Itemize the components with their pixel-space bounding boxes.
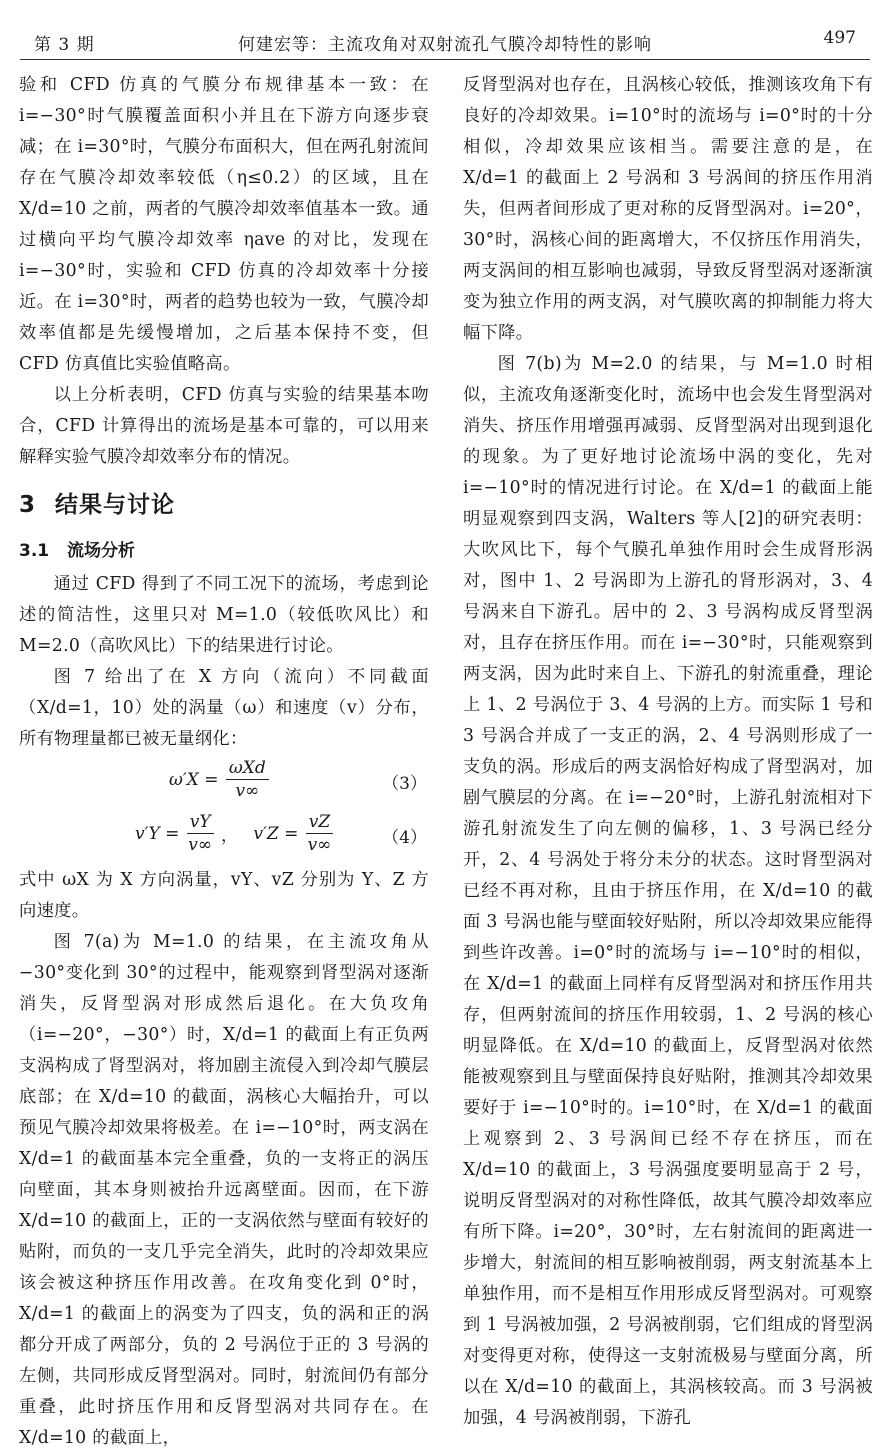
equation-number: （3） [382, 774, 427, 794]
running-title: 何建宏等：主流攻角对双射流孔气膜冷却特性的影响 [238, 35, 652, 55]
section-heading [19, 487, 429, 523]
subsection-heading [19, 535, 429, 567]
paragraph: 通过 CFD 得到了不同工况下的流场，考虑到论述的简洁性，这里只对 M=1.0（较低吹风比）和 M=2.0（高吹风比）下的结果进行讨论。 [19, 574, 429, 656]
page-number: 497 [823, 28, 856, 48]
equation-3 [19, 757, 429, 809]
denominator: v∞ [235, 781, 260, 801]
numerator: ωXd [226, 757, 269, 780]
paragraph: 反肾型涡对也存在，且涡核心较低，推测该攻角下有良好的冷却效果。i=10°时的流场与 i=0°时的十分相似，冷却效果应该相当。需要注意的是，在 X/d=1 的截面上 2 号涡和 3 号涡间的挤压作用消失，但两者间形成了更对称的反肾型涡对。i=20°，30°时，涡核心间的距离增大，不仅挤压作用消失，两支涡间的相互影响也减弱，导致反肾型涡对逐渐演变为独立作用的两支涡，对气膜吹离的抑制能力将大幅下降。 [463, 75, 873, 343]
header-rule [20, 59, 870, 60]
equation-lhs: ω′X = [169, 769, 219, 790]
equation-number: （4） [382, 828, 427, 848]
numerator: vY [187, 811, 214, 834]
fraction [306, 811, 333, 856]
issue-label: 第 3 期 [34, 35, 95, 55]
section-number: 3 [19, 492, 37, 518]
paragraph: 图 7(b)为 M=2.0 的结果，与 M=1.0 时相似，主流攻角逐渐变化时，流场中也会发生肾型涡对消失、挤压作用增强再减弱、反肾型涡对出现到退化的现象。为了更好地讨论流场中涡的变化，先对 i=−10°时的情况进行讨论。在 X/d=1 的截面上能明显观察到四支涡，Walters 等人[2]的研究表明：大吹风比下，每个气膜孔单独作用时会生成肾形涡对，图中 1、2 号涡即为上游孔的肾形涡对，3、4 号涡来自下游孔。居中的 2、3 号涡构成反肾型涡对，且存在挤压作用。而在 i=−30°时，只能观察到两支涡，因为此时来自上、下游孔的射流重叠，理论上 1、2 号涡位于 3、4 号涡的上方。而实际 1 号和 3 号涡合并成了一支正的涡，2、4 号涡则形成了一支负的涡。形成后的两支涡恰好构成了肾型涡对，加剧气膜层的分离。在 i=−20°时，上游孔射流相对下游孔射流发生了向左侧的偏移，1、3 号涡已经分开，2、4 号涡处于将分未分的状态。这时肾型涡对已经不再对称，且由于挤压作用，在 X/d=10 的截面 3 号涡也能与壁面较好贴附，所以冷却效果应能得到些许改善。i=0°时的流场与 i=−10°时的相似，在 X/d=1 的截面上同样有反肾型涡对和挤压作用共存，但两射流间的挤压作用较弱，1、2 号涡的核心明显降低。在 X/d=10 的截面上，反肾型涡对依然能被观察到且与壁面保持良好贴附，推测其冷却效果要好于 i=−10°时的。i=10°时，在 X/d=1 的截面上观察到 2、3 号涡间已经不存在挤压，而在 X/d=10 的截面上，3 号涡强度要明显高于 2 号，说明反肾型涡对的对称性降低，故其气膜冷却效率应有所下降。i=20°，30°时，左右射流间的距离进一步增大，射流间的相互影响被削弱，两支射流基本上单独作用，而不是相互作用形成反肾型涡对。可观察到 1 号涡被加强，2 号涡被削弱，它们组成的肾型涡对变得更对称，使得这一支射流极易与壁面分离，所以在 X/d=10 的截面上，其涡核较高。而 3 号涡被加强，4 号涡被削弱，下游孔 [463, 354, 873, 1428]
equation-separator: ， [220, 826, 238, 846]
equation-4 [19, 811, 429, 863]
paragraph: 以上分析表明，CFD 仿真与实验的结果基本吻合，CFD 计算得出的流场是基本可靠的，可以用来解释实验气膜冷却效率分布的情况。 [19, 385, 429, 467]
equation-lhs: v′Y = [135, 823, 180, 844]
subsection-number: 3.1 [19, 541, 50, 561]
paragraph: 式中 ωX 为 X 方向涡量，vY、vZ 分别为 Y、Z 方向速度。 [19, 870, 429, 921]
equation-lhs: v′Z = [253, 823, 299, 844]
running-header [20, 0, 870, 58]
paragraph: 图 7(a)为 M=1.0 的结果，在主流攻角从 −30°变化到 30°的过程中，能观察到肾型涡对逐渐消失，反肾型涡对形成然后退化。在大负攻角（i=−20°，−30°）时，X/d=1 的截面上有正负两支涡构成了肾型涡对，将加剧主流侵入到冷却气膜层底部；在 X/d=10 的截面，涡核心大幅抬升，可以预见气膜冷却效果将极差。在 i=−10°时，两支涡在 X/d=1 的截面基本完全重叠，负的一支将正的涡压向壁面，其本身则被抬升远离壁面。因而，在下游 X/d=10 的截面上，正的一支涡依然与壁面有较好的贴附，而负的一支几乎完全消失，此时的冷却效果应该会被这种挤压作用改善。在攻角变化到 0°时，X/d=1 的截面上的涡变为了四支，负的涡和正的涡都分开成了两部分，负的 2 号涡位于正的 3 号涡的左侧，共同形成反肾型涡对。同时，射流间仍有部分重叠，此时挤压作用和反肾型涡对共同存在。在 X/d=10 的截面上， [19, 932, 429, 1448]
fraction [226, 757, 269, 802]
denominator: v∞ [307, 835, 332, 855]
denominator: v∞ [188, 835, 213, 855]
subsection-title: 流场分析 [67, 541, 135, 561]
fraction [187, 811, 214, 856]
numerator: vZ [306, 811, 333, 834]
section-title: 结果与讨论 [55, 492, 175, 518]
right-column [463, 70, 873, 1434]
left-column [19, 70, 429, 1454]
paragraph: 图 7 给出了在 X 方向（流向）不同截面（X/d=1，10）处的涡量（ω）和速度（v）分布，所有物理量都已被无量纲化： [19, 667, 429, 749]
paragraph: 验和 CFD 仿真的气膜分布规律基本一致：在 i=−30°时气膜覆盖面积小并且在下游方向逐步衰减；在 i=30°时，气膜分布面积大，但在两孔射流间存在气膜冷却效率较低（η≤0.2）的区域，且在 X/d=10 之前，两者的气膜冷却效率值基本一致。通过横向平均气膜冷却效率 ηave 的对比，发现在 i=−30°时，实验和 CFD 仿真的冷却效率十分接近。在 i=30°时，两者的趋势也较为一致，气膜冷却效率值都是先缓慢增加，之后基本保持不变，但 CFD 仿真值比实验值略高。 [19, 75, 429, 374]
